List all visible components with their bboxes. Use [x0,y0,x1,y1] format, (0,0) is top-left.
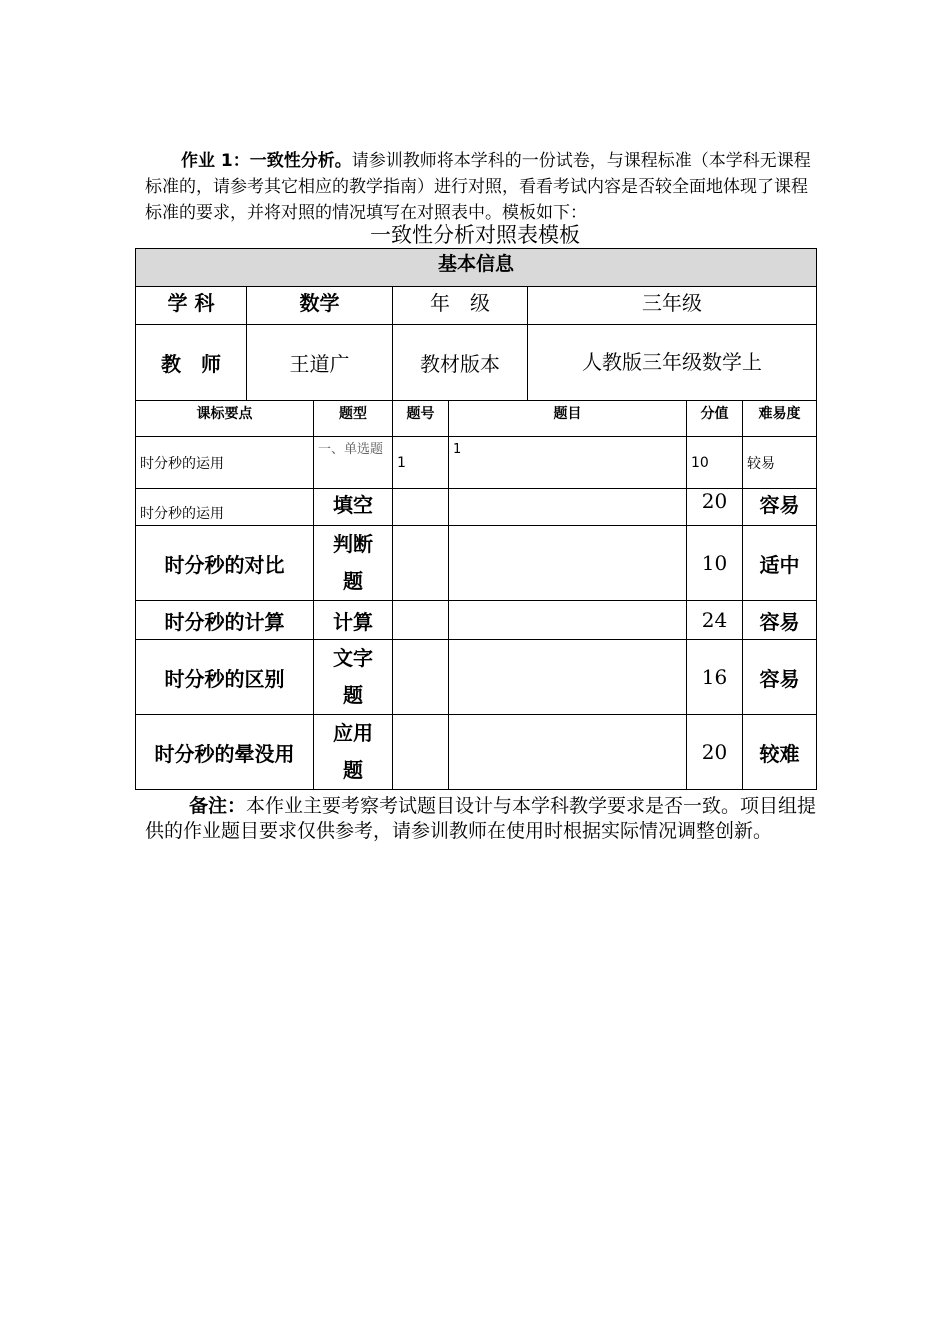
table-row [136,526,817,601]
col-type: 题型 [314,401,393,437]
row-type: 计算 [314,601,393,640]
intro-bold-lead: 作业 1：一致性分析。 [181,151,352,171]
row-question [449,601,687,640]
row-type: 判断题 [314,526,393,601]
row-score: 20 [687,715,743,790]
intro-paragraph [145,148,815,226]
col-question: 题目 [449,401,687,437]
note-bold-lead: 备注： [189,795,247,817]
edition-label: 教材版本 [393,325,528,401]
row-difficulty: 容易 [743,601,817,640]
col-difficulty: 难易度 [743,401,817,437]
row-number: 1 [393,437,449,489]
edition-value: 人教版三年级数学上 [528,325,817,401]
grade-label: 年 级 [393,287,528,325]
row-question [449,526,687,601]
grade-value: 三年级 [528,287,817,325]
table-row [136,715,817,790]
row-score: 16 [687,640,743,715]
row-number [393,526,449,601]
row-number [393,601,449,640]
basic-info-row-1 [136,287,817,325]
column-header-row [136,401,817,437]
row-point: 时分秒的运用 [136,489,314,526]
basic-info-row-2 [136,325,817,401]
subject-value: 数学 [247,287,393,325]
row-point: 时分秒的晕没用 [136,715,314,790]
row-point: 时分秒的计算 [136,601,314,640]
table-title: 一致性分析对照表模板 [370,223,580,247]
table-row [136,640,817,715]
row-question [449,640,687,715]
row-point: 时分秒的运用 [136,437,314,489]
table-row [136,489,817,526]
basic-info-header: 基本信息 [136,249,817,287]
col-point: 课标要点 [136,401,314,437]
row-question [449,489,687,526]
row-difficulty: 容易 [743,640,817,715]
row-number [393,489,449,526]
basic-info-header-row [136,249,817,287]
col-score: 分值 [687,401,743,437]
row-point: 时分秒的对比 [136,526,314,601]
teacher-value: 王道广 [247,325,393,401]
row-type: 文字题 [314,640,393,715]
subject-label: 学 科 [136,287,247,325]
row-type: 一、单选题 [314,437,393,489]
row-score: 20 [687,489,743,526]
row-score: 24 [687,601,743,640]
row-question [449,715,687,790]
consistency-table [135,248,817,790]
teacher-label: 教 师 [136,325,247,401]
note-paragraph [145,794,825,844]
note-text: 本作业主要考察考试题目设计与本学科教学要求是否一致。项目组提供的作业题目要求仅供参考，请参训教师在使用时根据实际情况调整创新。 [145,795,817,842]
row-question: 1 [449,437,687,489]
row-difficulty: 适中 [743,526,817,601]
intro-text: 请参训教师将本学科的一份试卷，与课程标准（本学科无课程标准的，请参考其它相应的教学指南）进行对照，看看考试内容是否较全面地体现了课程标准的要求，并将对照的情况填写在对照表中。模板如下： [145,151,811,223]
row-score: 10 [687,437,743,489]
row-type: 应用题 [314,715,393,790]
table-row [136,601,817,640]
row-difficulty: 较难 [743,715,817,790]
row-difficulty: 较易 [743,437,817,489]
col-number: 题号 [393,401,449,437]
row-number [393,640,449,715]
row-type: 填空 [314,489,393,526]
row-score: 10 [687,526,743,601]
table-row [136,437,817,489]
row-difficulty: 容易 [743,489,817,526]
row-number [393,715,449,790]
row-point: 时分秒的区别 [136,640,314,715]
